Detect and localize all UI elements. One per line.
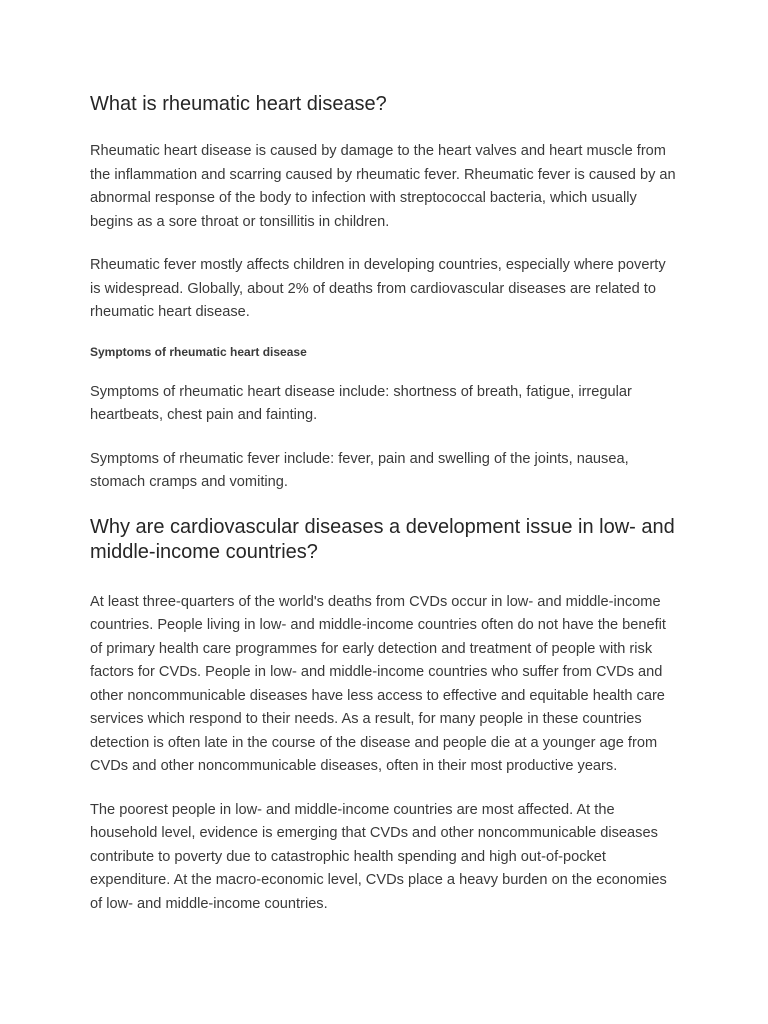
paragraph-poverty: The poorest people in low- and middle-income countries are most affected. At the household level, evidence is emerging that CVDs and other noncommunicable diseases contribute to poverty due to catastrophic health spending and high out-of-pocket expenditure. At the macro-economic level, CVDs place a heavy burden on the economies of low- and middle-income countries.	[90, 801, 667, 912]
paragraph-cvd-deaths: At least three-quarters of the world's deaths from CVDs occur in low- and middle-income countries. People living in low- and middle-income countries often do not have the benefit of primary health care programmes for early detection and treatment of people with risk factors for CVDs. People in low- and middle-income countries who suffer from CVDs and other noncommunicable diseases have less access to effective and equitable health care services which respond to their needs. As a result, for many people in these countries detection is often late in the course of the disease and people die at a younger age from CVDs and other noncommunicable diseases, often in their most productive years.	[90, 593, 666, 775]
paragraph-fever-symptoms: Symptoms of rheumatic fever include: fever, pain and swelling of the joints, nausea, stomach cramps and vomiting.	[90, 450, 629, 491]
paragraph-rhd-symptoms: Symptoms of rheumatic heart disease include: shortness of breath, fatigue, irregular heartbeats, chest pain and fainting.	[90, 383, 632, 424]
heading-development-issue: Why are cardiovascular diseases a development issue in low- and middle-income countries?	[90, 515, 675, 563]
paragraph-rhd-cause: Rheumatic heart disease is caused by damage to the heart valves and heart muscle from the inflammation and scarring caused by rheumatic fever. Rheumatic fever is caused by an abnormal response of the body to infection with streptococcal bacteria, which usually begins as a sore throat or tonsillitis in children.	[90, 143, 676, 230]
heading-rheumatic-heart-disease: What is rheumatic heart disease?	[90, 93, 387, 115]
subheading-symptoms: Symptoms of rheumatic heart disease	[90, 344, 307, 359]
paragraph-rhd-prevalence: Rheumatic fever mostly affects children in developing countries, especially where poverty is widespread. Globally, about 2% of deaths from cardiovascular diseases are related to rheumatic heart disease.	[90, 257, 666, 320]
